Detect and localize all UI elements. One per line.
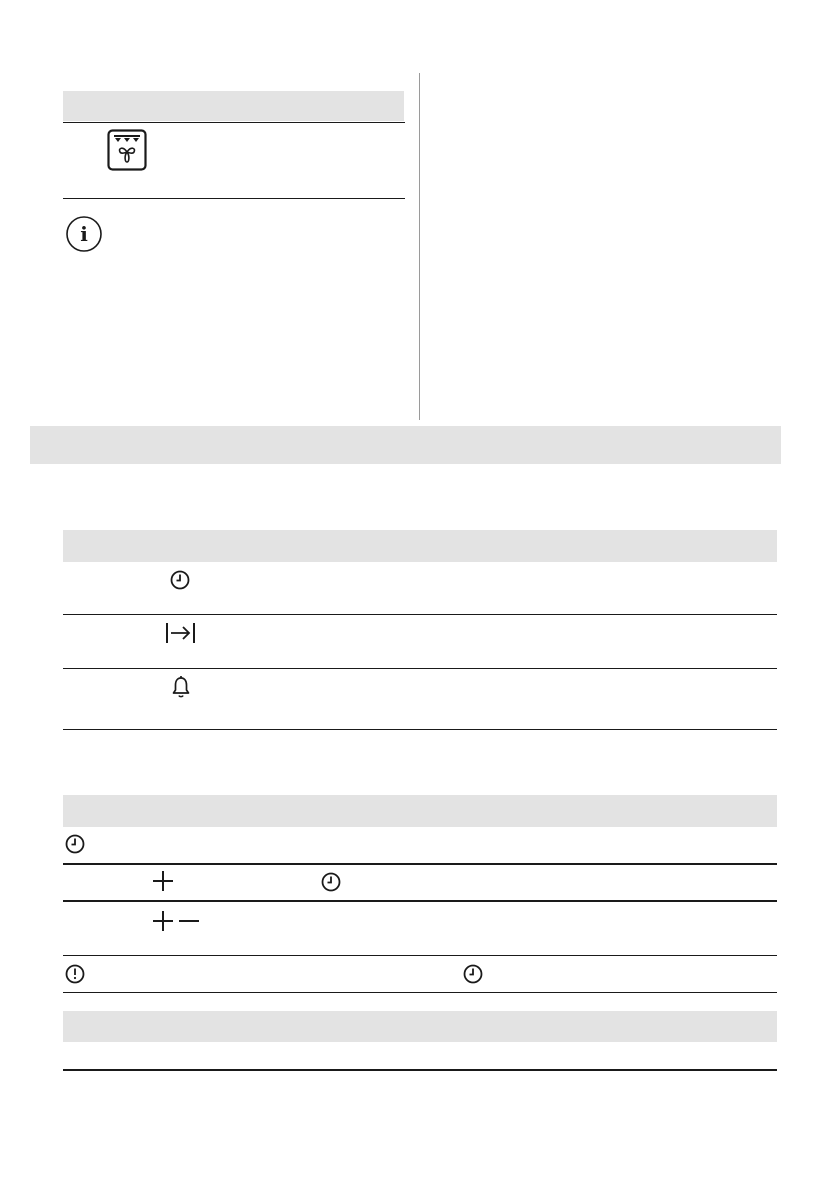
column-divider (419, 73, 420, 420)
clock-functions-rule-3 (63, 729, 777, 730)
clock-icon (169, 569, 191, 591)
plus-icon (151, 909, 175, 933)
setting-time-rule-2 (63, 900, 777, 902)
minus-icon (177, 909, 201, 933)
function-table-header (63, 91, 404, 121)
section-heading-band (30, 426, 781, 464)
setting-time-rule-3 (63, 955, 777, 956)
clock-icon (64, 833, 86, 855)
info-icon (65, 215, 103, 253)
clock-functions-rule-2 (63, 668, 777, 669)
final-table-rule (63, 1069, 777, 1071)
setting-time-rule-1 (63, 863, 777, 865)
setting-time-rule-4 (63, 992, 777, 993)
end-arrow-icon (164, 620, 198, 646)
plus-icon (151, 869, 175, 893)
clock-icon (462, 963, 484, 985)
clock-flashing-icon (64, 963, 86, 985)
svg-text:i: i (80, 222, 88, 246)
clock-functions-rule-1 (63, 614, 777, 615)
clock-icon (320, 871, 342, 893)
function-table-rule-bottom (63, 198, 405, 199)
clock-functions-table-header (63, 530, 777, 562)
oven-bottom-heat-fan-icon (107, 129, 147, 171)
final-table-header (63, 1011, 777, 1042)
bell-icon (171, 675, 191, 699)
setting-time-table-header (63, 795, 777, 827)
function-table-rule-top (63, 122, 405, 123)
